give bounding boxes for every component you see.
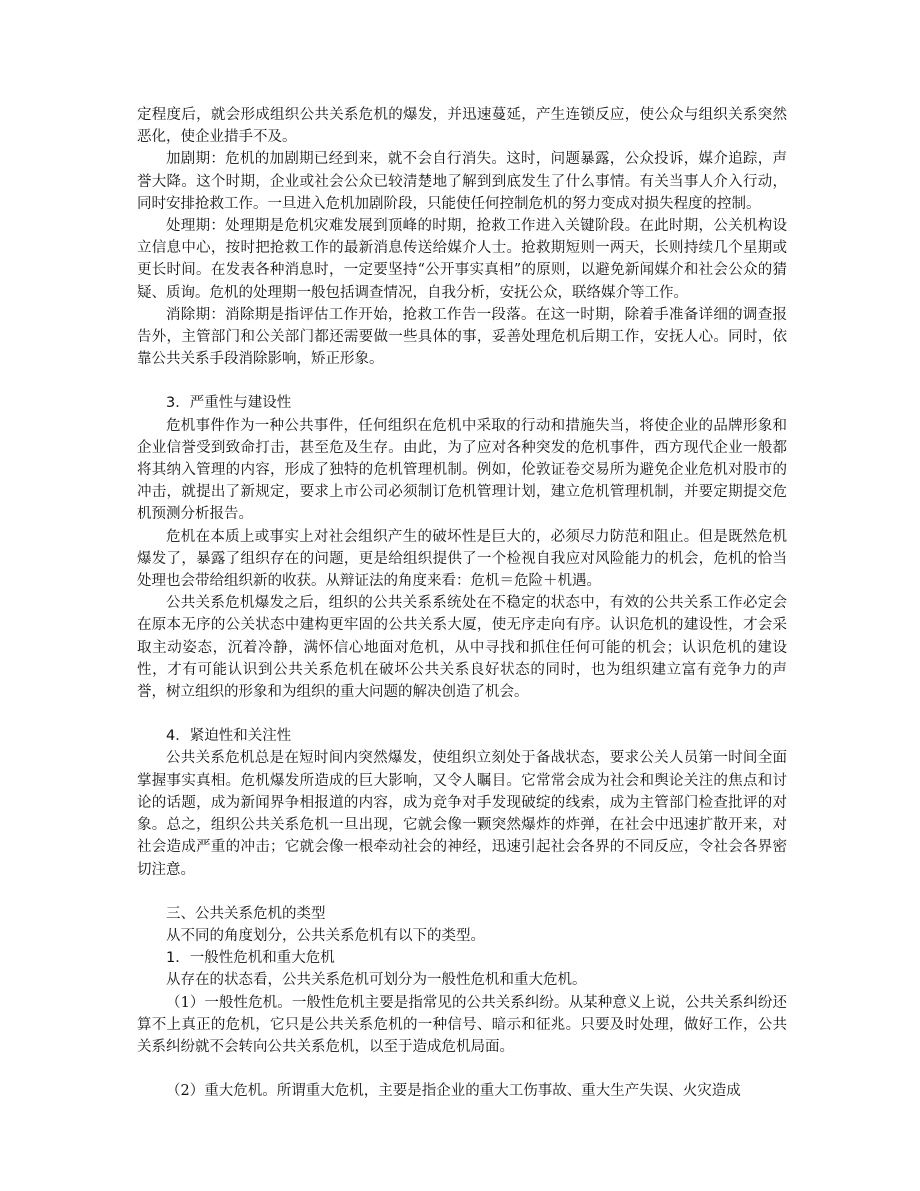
heading-severity-constructiveness: 3．严重性与建设性 — [166, 395, 292, 412]
paragraph-handling-period: 处理期：处理期是危机灾难发展到顶峰的时期，抢救工作进入关键阶段。在此时期，公关机构设立信息中心，按时把抢救工作的最新消息传送给媒介人士。抢救期短则一两天，长则持续几个星期或更长时间。在发表各种消息时，一定要坚持“公开事实真相”的原则，以避免新闻媒介和社会公众的猜疑、质询。危机的处理期一般包括调查情况，自我分析，安抚公众，联络媒介等工作。 — [137, 218, 787, 301]
paragraph-severity-3: 公共关系危机爆发之后，组织的公共关系系统处在不稳定的状态中，有效的公共关系工作必定会在原本无序的公关状态中建构更牢固的公共关系大厦，使无序走向有序。认识危机的建设性，才会采取主动姿态，沉着冷静，满怀信心地面对危机，从中寻找和抓住任何可能的机会；认识危机的建设性，才有可能认识到公共关系危机在破坏公共关系良好状态的同时，也为组织建立富有竞争力的声誉，树立组织的形象和为组织的重大问题的解决创造了机会。 — [137, 595, 787, 701]
paragraph-elimination-period: 消除期：消除期是指评估工作开始，抢救工作告一段落。在这一时期，除着手准备详细的调查报告外，主管部门和公关部门都还需要做一些具体的事，妥善处理危机后期工作，安抚人心。同时，依靠公共关系手段消除影响，矫正形象。 — [137, 306, 787, 368]
paragraph-severity-2: 危机在本质上或事实上对社会组织产生的破坏性是巨大的，必须尽力防范和阻止。但是既然危机爆发了，暴露了组织存在的问题，更是给组织提供了一个检视自我应对风险能力的机会，危机的恰当处理也会带给组织新的收获。从辩证法的角度来看：危机＝危险＋机遇。 — [137, 528, 787, 590]
paragraph-continuation: 定程度后，就会形成组织公共关系危机的爆发，并迅速蔓延，产生连锁反应，使公众与组织关系突然恶化，使企业措手不及。 — [137, 107, 787, 146]
document-page — [137, 104, 787, 1102]
heading-general-major-crisis: 1．一般性危机和重大危机 — [166, 950, 335, 967]
paragraph-aggravation-period: 加剧期：危机的加剧期已经到来，就不会自行消失。这时，问题暴露，公众投诉，媒介追踪，声誉大降。这个时期，企业或社会公众已较清楚地了解到到底发生了什么事情。有关当事人介入行动，同时安排抢救工作。一旦进入危机加剧阶段，只能使任何控制危机的努力变成对损失程度的控制。 — [137, 151, 787, 212]
paragraph-general-crisis: （1）一般性危机。一般性危机主要是指常见的公共关系纠纷。从某种意义上说，公共关系纠纷还算不上真正的危机，它只是公共关系危机的一种信号、暗示和征兆。只要及时处理，做好工作，公共关系纠纷就不会转向公共关系危机，以至于造成危机局面。 — [137, 994, 787, 1055]
heading-urgency-attention: 4．紧迫性和关注性 — [166, 728, 292, 745]
heading-crisis-types: 三、公共关系危机的类型 — [166, 905, 326, 922]
paragraph-types-intro: 从不同的角度划分，公共关系危机有以下的类型。 — [166, 927, 485, 944]
paragraph-major-crisis: （2）重大危机。所谓重大危机，主要是指企业的重大工伤事故、重大生产失误、火灾造成 — [166, 1083, 741, 1100]
paragraph-severity-1: 危机事件作为一种公共事件，任何组织在危机中采取的行动和措施失当，将使企业的品牌形象和企业信誉受到致命打击，甚至危及生存。由此，为了应对各种突发的危机事件，西方现代企业一般都将其纳入管理的内容，形成了独特的危机管理机制。例如，伦敦证卷交易所为避免企业危机对股市的冲击，就提出了新规定，要求上市公司必须制订危机管理计划，建立危机管理机制，并要定期提交危机预测分析报告。 — [137, 417, 787, 523]
paragraph-urgency: 公共关系危机总是在短时间内突然爆发，使组织立刻处于备战状态，要求公关人员第一时间全面掌握事实真相。危机爆发所造成的巨大影响，又令人瞩目。它常常会成为社会和舆论关注的焦点和讨论的话题，成为新闻界争相报道的内容，成为竞争对手发现破绽的线索，成为主管部门检查批评的对象。总之，组织公共关系危机一旦出现，它就会像一颗突然爆炸的炸弹，在社会中迅速扩散开来，对社会造成严重的冲击；它就会像一根牵动社会的神经，迅速引起社会各界的不同反应，令社会各界密切注意。 — [137, 750, 787, 878]
paragraph-existence-state: 从存在的状态看，公共关系危机可划分为一般性危机和重大危机。 — [166, 972, 587, 989]
